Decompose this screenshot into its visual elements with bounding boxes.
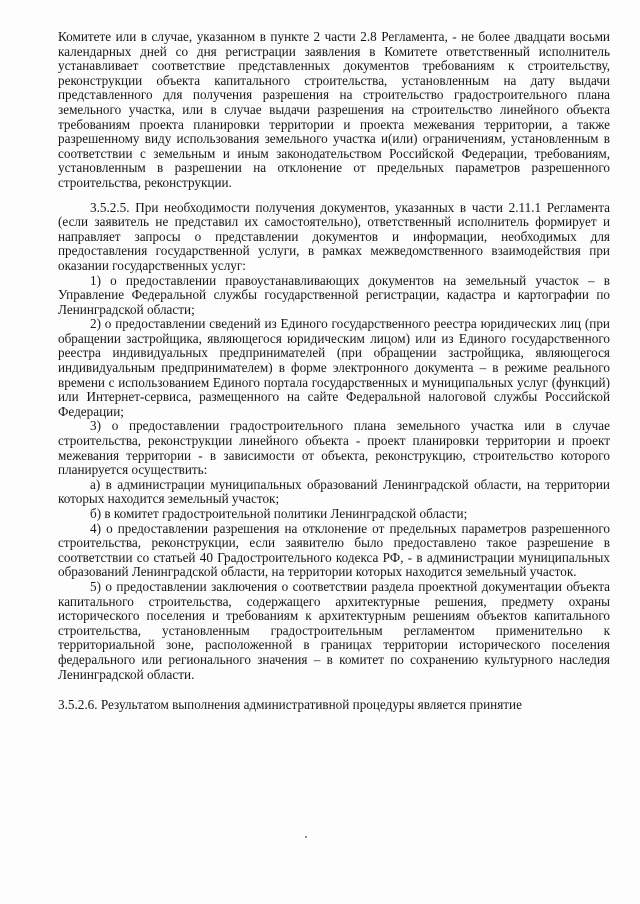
list-item-3b: б) в комитет градостроительной политики Ленинградской области;: [90, 506, 468, 521]
paragraph-3-5-2-5: 3.5.2.5. При необходимости получения документов, указанных в части 2.11.1 Регламента (если заявитель не представил их самостоятельно), ответственный исполнитель формирует и направляет запросы о представлении документов и информации, необходимых для предоставления государственной услуги, в рамках межведомственного взаимодействия при оказании государственных услуг:: [58, 199, 610, 273]
paragraph-continuation: Комитете или в случае, указанном в пункте 2 части 2.8 Регламента, - не более двадцати восьми календарных дней со дня регистрации заявления в Комитете ответственный исполнитель устанавливает соответствие представленных документов требованиям к строительству, реконструкции объекта капитального строительства, установленным на дату выдачи представленного для получения разрешения на строительство градостроительного плана земельного участка, или в случае выдачи разрешения на строительство линейного объекта требованиям проекта планировки территории и проекта межевания территории, а также разрешенному виду использования земельного участка и(или) ограничениям, установленным в соответствии с земельным и иным законодательством Российской Федерации, требованиям, установленным в разрешении на отклонение от предельных параметров разрешенного строительства, реконструкции.: [58, 29, 610, 190]
paragraph-3-5-2-6: 3.5.2.6. Результатом выполнения административной процедуры является принятие: [58, 697, 522, 713]
list-item-4: 4) о предоставлении разрешения на отклонение от предельных параметров разрешенного строительства, реконструкции, если заявителю было предоставлено такое разрешение в соответствии со статьей 40 Градостроительного кодекса РФ, - в администрации муниципальных образований Ленинградской области, на территории которых находится земельный участок.: [58, 520, 610, 580]
list-item-3a: а) в администрации муниципальных образований Ленинградской области, на территории которых находится земельный участок;: [58, 476, 610, 507]
list-item-1: 1) о предоставлении правоустанавливающих документов на земельный участок – в Управление Федеральной службы государственной регистрации, кадастра и картографии по Ленинградской области;: [58, 272, 610, 317]
list-item-2: 2) о предоставлении сведений из Единого государственного реестра юридических лиц (при обращении застройщика, являющегося юридическим лицом) или из Единого государственного реестра индивидуальных предпринимателей (при обращении застройщика, являющегося индивидуальным предпринимателем) в форме электронного документа – в режиме реального времени с использованием Единого портала государственных и муниципальных услуг (функций) или Интернет-сервиса, размещенного на сайте Федеральной налоговой службы Российской Федерации;: [58, 316, 610, 419]
document-body: [58, 30, 610, 713]
list-item-3: 3) о предоставлении градостроительного плана земельного участка или в случае строительства, реконструкции линейного объекта - проект планировки территории и проект межевания территории - в зависимости от объекта, реконструкцию, строительство которого планируется осуществить:: [58, 418, 610, 478]
list-item-5: 5) о предоставлении заключения о соответствии раздела проектной документации объекта капитального строительства, содержащего архитектурные решения, предмету охраны исторического поселения и требованиям к архитектурным решениям объектов капитального строительства, установленным градостроительным регламентом применительно к территориальной зоне, расположенной в границах территории исторического поселения федерального или регионального значения – в комитет по сохранению культурного наследия Ленинградской области.: [58, 578, 610, 682]
scan-speck: [305, 836, 307, 838]
